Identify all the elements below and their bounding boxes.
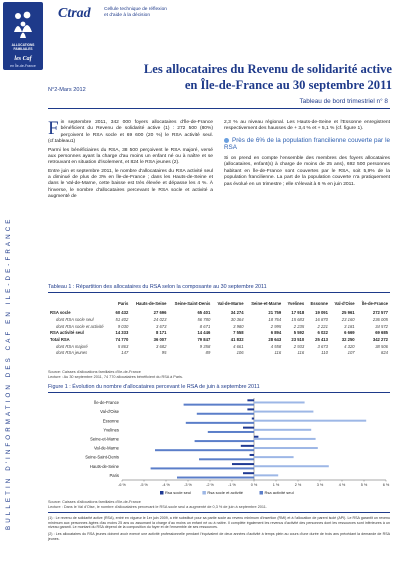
table-cell: 342 272 [372, 337, 388, 343]
table-cell: 23 510 [291, 337, 305, 343]
table-cell: 51 402 [115, 317, 129, 322]
body-column-right [224, 120, 390, 190]
paragraph: Si on prend en compte l'ensemble des membres des foyers allocataires (allocataires, enfant(s) à charge de moins de 25 ans), 692 500 personnes habitant en Île-de-France sont couvertes par le RSA, soit 5,9% de la population francilienne. La part de la population couverte n'a pratiquement pas évolué en un trimestre ; elle s'élevait à 6 % en juin 2011. [224, 156, 390, 187]
table-cell: 16 870 [315, 317, 328, 322]
left-band [0, 0, 36, 567]
table-cell: 14 333 [115, 330, 129, 336]
bar-rsa-activit-seul [186, 422, 254, 424]
table-header-blank [48, 301, 112, 310]
category-label: Hauts-de-Seine [89, 463, 119, 469]
table-cell: 8 671 [199, 323, 211, 329]
x-tick-label: 5 % [360, 483, 368, 487]
row-label: dont RSA jeunes [56, 350, 88, 356]
table-title: Tableau 1 : Répartition des allocataires du RSA selon la composante au 30 septembre 2011 [48, 284, 267, 290]
table-cell: 2 995 [270, 323, 282, 329]
table-cell: 6 669 [344, 330, 355, 336]
table-cell: 3 673 [155, 323, 167, 329]
paragraph: Parmi les bénéficiaires du RSA, 38 500 perçoivent le RSA majoré, versé aux personnes ayant la charge d'au moins un enfant né ou à naître et se retrouvant en situation d'isolement, et 824 le RSA jeunes (2). [48, 147, 213, 166]
footnote: (2) : Les allocataires du RSA jeunes doivent avoir exercé une activité professionnelle pendant l'équivalent de deux années d'activité à temps plein au cours d'une durée de trois ans précédant la demande de RSA jeunes. [48, 532, 390, 541]
bar-rsa-socle-seul [243, 427, 254, 429]
table-cell: 32 250 [341, 337, 355, 343]
category-label: Paris [109, 472, 119, 478]
category-label: Val-d'Oise [100, 409, 119, 415]
category-label: Seine-et-Marne [90, 436, 119, 442]
bar-rsa-socle-et-activit- [254, 465, 329, 467]
row-label: dont RSA socle seul [56, 317, 94, 322]
table-cell: 106 [236, 350, 244, 356]
table-cell: 6 022 [317, 330, 328, 336]
bar-rsa-socle-et-activit- [254, 420, 366, 422]
table-header-cell: Essonne [310, 301, 328, 306]
table-cell: 21 759 [268, 310, 282, 316]
caf-logo [3, 2, 43, 70]
page-title: Les allocataires du Revenu de solidarité active en Île-de-France au 30 septembre 2011 [143, 62, 392, 92]
table-body [48, 310, 390, 357]
table-cell: 56 780 [197, 317, 211, 322]
table-row [48, 343, 390, 350]
table-header-cell: Seine-Saint-Denis [174, 301, 211, 306]
x-tick-label: 2 % [294, 483, 302, 487]
paragraph: 2,3 % au niveau régional. Les Hauts-de-Seine et l'Essonne enregistrent respectivement des hausses de + 3,4 % et + 5,1 % (cf. figure 1). [224, 120, 390, 132]
table-header-cell: Yvelines [287, 301, 305, 306]
x-tick-label: 6 % [382, 483, 390, 487]
table-row [48, 323, 390, 330]
footnote: (1) : Le revenu de solidarité active (RSA), entré en vigueur le 1er juin 2009, a été substitué pour sa partie socle au revenu minimum d'insertion (RMI) et à l'allocation de parent isolé (API). Le RSA garantit un revenu minimum aux personnes âgées d'au moins 25 ans ou assumant la charge d'au moins un enfant né ou à naître. Il complète également les revenus d'activité des personnes dont les ressources sont inférieures à un niveau garanti. Le montant du RSA dépend de la composition du foyer et de l'ensemble de ses ressources. [48, 516, 390, 530]
table-cell: 8 171 [155, 330, 167, 336]
category-label: Essonne [102, 418, 119, 424]
bar-rsa-socle-seul [232, 463, 254, 465]
bar-rsa-socle-seul [241, 445, 254, 447]
table-cell: 4 558 [270, 343, 282, 349]
table-source: Source: Caisses d'allocations familiales d'Ile-de-France Lecture : Au 30 septembre 2011, 74 770 allocataires bénéficient du RSA à Paris. [48, 370, 184, 379]
bar-rsa-activit-seul [184, 404, 254, 406]
logo-caf-text: les Caf [14, 56, 32, 62]
rsa-table [48, 301, 390, 357]
category-label: Île-de-France [94, 400, 119, 406]
section-callout: Près de 6% de la population francilienne couverte par le RSA [224, 136, 390, 152]
table-divider [48, 292, 390, 293]
table-cell: 6 894 [270, 330, 282, 336]
table-row [48, 317, 390, 324]
table-cell: 69 685 [375, 330, 388, 336]
table-cell: 824 [381, 350, 388, 356]
bar-rsa-activit-seul [199, 458, 254, 460]
legend-label: Rsa socle seul [165, 490, 192, 496]
table-cell: 38 506 [375, 343, 388, 349]
row-label: dont RSA majoré [56, 343, 88, 349]
table-row [48, 310, 390, 317]
table-cell: 60 432 [115, 310, 129, 316]
x-tick-label: -2 % [206, 483, 214, 487]
table-cell: 23 160 [341, 317, 355, 322]
bar-rsa-socle-seul [250, 454, 254, 456]
table-cell: 4 320 [344, 343, 355, 349]
figure-divider [48, 392, 390, 393]
bar-rsa-socle-seul [252, 418, 254, 420]
paragraph: in septembre 2011, 342 000 foyers allocataires d'Île-de-France bénéficient du Revenu de solidarité active (1) : 272 500 (80%) perçoivent le RSA socle et 69 600 (20 %) le RSA activité seul. (cf.tableau1) [48, 120, 213, 145]
table-row [48, 330, 390, 337]
table-cell: 4 661 [233, 343, 244, 349]
table-cell: 116 [274, 350, 282, 356]
table-cell: 107 [347, 350, 355, 356]
table-cell: 36 007 [153, 337, 167, 343]
figure-source: Source: Caisses d'allocations familiales d'Ile-de-France Lecture : Dans le Val d'Oise, le nombre d'allocataires percevant le RSA socle seul a augmenté de 0,3 % de juin à septembre 2011. [48, 500, 267, 509]
table-cell: 5 863 [117, 343, 129, 349]
bar-rsa-socle-seul [247, 399, 254, 401]
table-cell: 9 030 [117, 323, 129, 329]
issue-number: N°2-Mars 2012 [48, 87, 86, 93]
bar-rsa-socle-et-activit- [254, 411, 313, 413]
header-divider [48, 108, 390, 109]
table-cell: 34 274 [230, 310, 244, 316]
table-cell: 5 592 [293, 330, 305, 336]
bullet-icon [224, 138, 229, 143]
table-cell: 41 832 [230, 337, 244, 343]
bar-rsa-socle-seul [243, 472, 254, 474]
bar-rsa-socle-et-activit- [254, 474, 278, 476]
row-label: RSA socle [50, 310, 71, 316]
table-row [48, 337, 390, 344]
bar-rsa-socle-seul [254, 436, 258, 438]
table-header-cell: Val-d'Oise [334, 301, 355, 306]
x-tick-label: -1 % [228, 483, 236, 487]
bar-rsa-socle-et-activit- [254, 401, 305, 403]
category-label: Val-de-Marne [93, 445, 119, 451]
legend-swatch [260, 491, 264, 495]
bar-rsa-socle-et-activit- [254, 456, 294, 458]
bar-rsa-socle-et-activit- [254, 438, 316, 440]
bar-rsa-activit-seul [208, 431, 254, 433]
vertical-bulletin-label: BULLETIN D'INFORMATION DES CAF EN ILE-DE-FRANCE [5, 216, 12, 530]
table-cell: 110 [321, 350, 328, 356]
row-label: RSA activité seul [50, 330, 84, 336]
figure-title: Figure 1 : Évolution du nombre d'allocataires percevant le RSA de juin à septembre 2011 [48, 384, 260, 390]
x-tick-label: 0 % [250, 483, 258, 487]
table-cell: 2 235 [293, 323, 305, 329]
logo-dept-text: en Île-de-France [10, 64, 36, 68]
table-cell: 2 221 [317, 323, 328, 329]
table-cell: 25 413 [315, 337, 328, 343]
table-cell: 147 [121, 350, 129, 356]
x-tick-label: -6 % [118, 483, 126, 487]
row-label: Total RSA [50, 337, 70, 343]
legend-label: Rsa socle et activité [207, 490, 243, 496]
bar-rsa-socle-et-activit- [254, 447, 318, 449]
ctrad-tagline: Cellule technique de réflexion et d'aide à la décision [104, 7, 167, 18]
paragraph: Entre juin et septembre 2011, le nombre d'allocataires du RSA activité seul a diminué de plus de 3% en Île-de-France ; dans les Hauts-de-Seine et dans le Val-de-Marne, cette baisse est très élevée et dépasse les 4 %. À l'inverse, le nombre d'allocataires percevant le RSA socle et activité a augmenté de [48, 168, 213, 200]
table-cell: 116 [297, 350, 305, 356]
x-tick-label: -4 % [162, 483, 170, 487]
bar-rsa-socle-seul [247, 408, 254, 410]
table-cell: 30 364 [230, 317, 244, 322]
table-cell: 34 572 [375, 323, 388, 329]
table-header-cell: Paris [118, 301, 129, 306]
table-header-cell: Val-de-Marne [217, 301, 244, 306]
table-cell: 89 [205, 350, 211, 356]
table-cell: 3 980 [233, 323, 244, 329]
x-tick-label: 1 % [272, 483, 280, 487]
table-header-cell: Île-de-France [361, 301, 388, 306]
table-cell: 236 005 [372, 317, 388, 322]
table-row [48, 350, 390, 357]
table-cell: 9 358 [199, 343, 211, 349]
table-cell: 74 770 [115, 337, 129, 343]
bar-rsa-activit-seul [197, 413, 254, 415]
table-cell: 7 558 [233, 330, 244, 336]
logo-org-text: ALLOCATIONS FAMILIALES [11, 43, 35, 51]
table-cell: 3 181 [344, 323, 355, 329]
table-cell: 79 847 [197, 337, 211, 343]
table-cell: 65 401 [197, 310, 211, 316]
family-figures-icon [12, 10, 34, 40]
x-tick-label: -5 % [140, 483, 148, 487]
footnotes [48, 516, 390, 543]
bar-rsa-activit-seul [155, 449, 254, 451]
table-header-cell: Seine-et-Marne [251, 301, 282, 306]
table-cell: 2 933 [293, 343, 305, 349]
bar-rsa-activit-seul [151, 467, 254, 469]
table-cell: 3 673 [317, 343, 328, 349]
bar-rsa-activit-seul [177, 477, 254, 479]
x-tick-label: 4 % [338, 483, 346, 487]
drop-cap: F [48, 118, 59, 139]
bar-rsa-activit-seul [195, 440, 254, 442]
table-cell: 3 682 [155, 343, 167, 349]
body-column-left [48, 120, 213, 203]
x-tick-label: -3 % [184, 483, 192, 487]
legend-swatch [202, 491, 206, 495]
bar-rsa-socle-et-activit- [254, 429, 311, 431]
table-cell: 95 [161, 350, 167, 356]
table-cell: 17 918 [291, 310, 305, 316]
table-cell: 28 643 [268, 337, 282, 343]
table-cell: 18 764 [268, 317, 282, 322]
table-header-row [48, 301, 390, 310]
legend-swatch [160, 491, 164, 495]
ctrad-wordmark: Ctrad [58, 6, 91, 21]
table-cell: 15 683 [291, 317, 305, 322]
table-cell: 24 023 [153, 317, 167, 322]
table-header-cell: Hauts-de-Seine [135, 301, 167, 306]
category-label: Yvelines [103, 427, 119, 433]
table-cell: 27 696 [153, 310, 167, 316]
table-cell: 272 577 [372, 310, 388, 316]
table-cell: 14 446 [197, 330, 211, 336]
table-cell: 25 961 [341, 310, 355, 316]
x-tick-label: 3 % [316, 483, 324, 487]
category-label: Seine-Saint-Denis [85, 454, 119, 460]
table-cell: 19 091 [315, 310, 328, 316]
legend-label: Rsa activité seul [264, 490, 294, 496]
row-label: dont RSA socle et activité [56, 323, 104, 329]
notes-divider [48, 512, 390, 513]
evolution-bar-chart [48, 396, 390, 500]
page-subtitle: Tableau de bord trimestriel n° 8 [299, 98, 388, 105]
